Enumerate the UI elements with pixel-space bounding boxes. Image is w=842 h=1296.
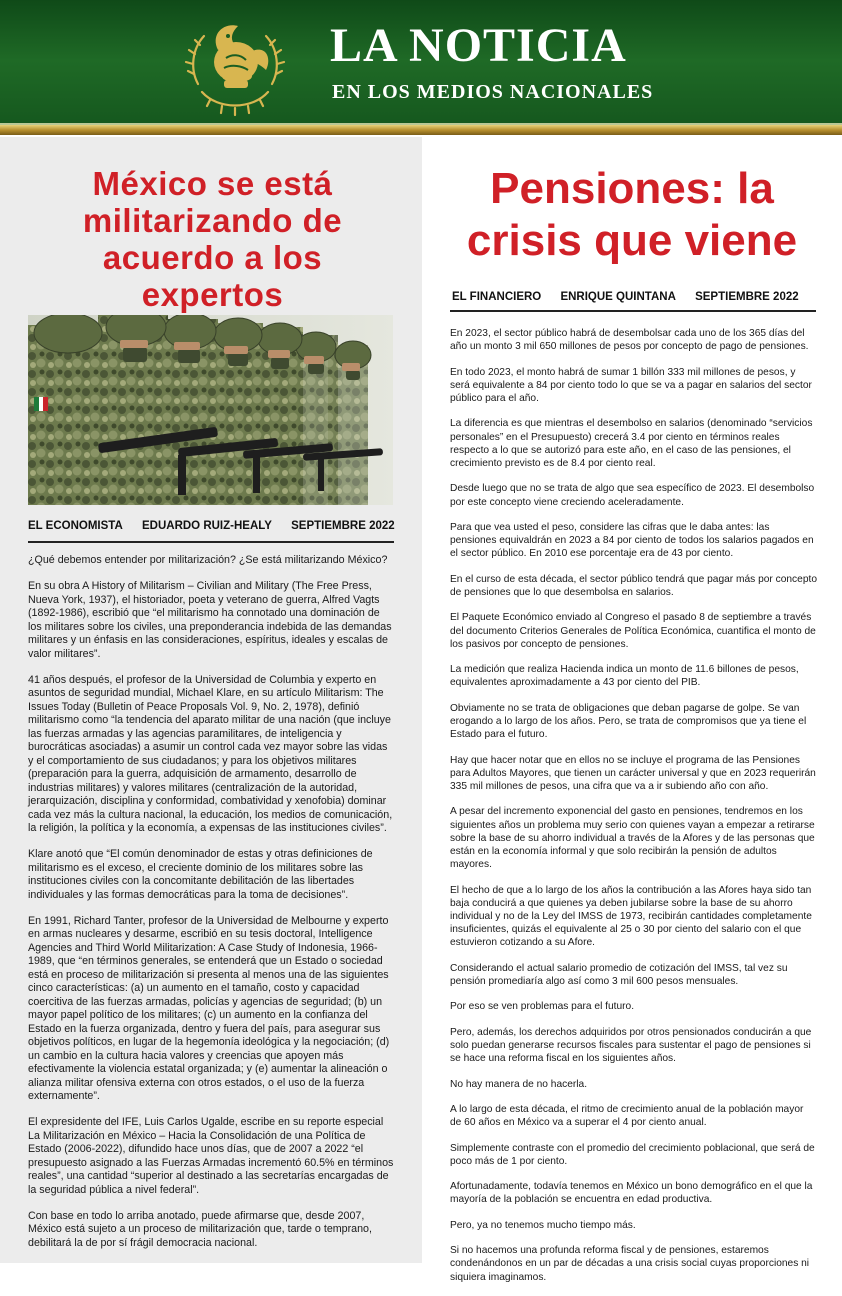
paragraph: El expresidente del IFE, Luis Carlos Ugalde, escribe en su reporte especial La Militarización en México – Hacia la Consolidación de una Política de Estado (2006-2022), difundido hace unos días, que de 2007 a 2022 “el presupuesto asignado a las Fuerzas Armadas incrementó 60.5% en términos reales”, una cantidad “superior al destinado a las secretarías encargadas de la seguridad pública a nivel federal”. <box>28 1116 394 1196</box>
right-article-body <box>450 327 817 1296</box>
paragraph: Si no hacemos una profunda reforma fiscal y de pensiones, estaremos condenándonos en un par de décadas a una crisis social cuyas proporciones ni siquiera imaginamos. <box>450 1245 810 1283</box>
right-byline <box>452 291 799 303</box>
paragraph: En 2023, el sector público habrá de desembolsar cada uno de los 365 días del año un monto 3 mil 650 millones de pesos por concepto de pago de pensiones. <box>450 328 809 353</box>
soldiers-in-camouflage-photo <box>28 315 393 505</box>
paragraph: Considerando el actual salario promedio de cotización del IMSS, tal vez su pensión promediaría algo así como 3 mil 600 pesos mensuales. <box>450 962 788 987</box>
masthead-gold-band <box>0 125 842 135</box>
mexican-coat-of-arms-icon <box>180 14 290 119</box>
masthead-title: LA NOTICIA <box>330 19 627 72</box>
right-byline-author: ENRIQUE QUINTANA <box>560 291 676 303</box>
paragraph: Klare anotó que “El común denominador de estas y otras definiciones de militarismo es el exceso, el creciente dominio de los militares sobre las instituciones civiles con la concomitante debilitación de las libertades individuales y las formas democráticas para la toma de decisiones”. <box>28 848 373 901</box>
masthead <box>0 0 842 135</box>
paragraph: ¿Qué debemos entender por militarización? ¿Se está militarizando México? <box>28 554 388 566</box>
paragraph: 41 años después, el profesor de la Universidad de Columbia y experto en asuntos de seguridad mundial, Michael Klare, en su artículo Militarism: The Issues Today (Bulletin of Peace Proposals Vol. 9, No. 2, 1978), definió militarismo como “la tendencia del aparato militar de una nación (que incluye las fuerzas armadas y las agencias paramilitares, de inteligencia y burocráticas asociadas) a asumir un control cada vez mayor sobre las vidas y el comportamiento de sus ciudadanos; y para los objetivos militares (preparación para la guerra, adquisición de armamento, desarrollo de industrias militares) y valores militares (centralización de la autoridad, jerarquización, disciplina y conformidad, combatividad y xenofobia) dominar cada vez más la cultura nacional, la educación, los medios de comunicación, la religión, la política y la economía, a expensas de las instituciones civiles”. <box>28 673 393 834</box>
left-headline: México se está militarizando de acuerdo a los expertos <box>82 165 343 313</box>
paragraph: A pesar del incremento exponencial del gasto en pensiones, tendremos en los siguientes años un problema muy serio con quienes vayan a empezar a retirarse sobre la base de su ahorro individual a través de la Afores y de las personas que están en la economía informal y que solo recibirán la pensión de adultos mayores. <box>450 806 815 871</box>
right-byline-rule <box>450 310 816 312</box>
paragraph: Pero, ya no tenemos mucho tiempo más. <box>450 1219 636 1231</box>
paragraph: Simplemente contraste con el promedio del crecimiento poblacional, que será de poco más de 1 por ciento. <box>450 1142 815 1167</box>
right-byline-date: SEPTIEMBRE 2022 <box>695 291 799 303</box>
paragraph: Para que vea usted el peso, considere las cifras que le daba antes: las pensiones equivaldrán en 2023 a 84 por ciento de todos los salarios pagados en el sector público. En 2010 ese porcentaje era de 43 por ciento. <box>450 521 814 560</box>
right-byline-outlet: EL FINANCIERO <box>452 291 542 303</box>
masthead-subtitle: EN LOS MEDIOS NACIONALES <box>332 81 654 103</box>
paragraph: Con base en todo lo arriba anotado, puede afirmarse que, desde 2007, México está sujeto a un proceso de militarización que, tarde o temprano, debilitará la de por sí frágil democracia nacional. <box>28 1209 372 1249</box>
paragraph: En el curso de esta década, el sector público tendrá que pagar más por concepto de pensiones que lo que desembolsa en salarios. <box>450 573 817 598</box>
paragraph: La diferencia es que mientras el desembolso en salarios (denominado “servicios personales” en el Presupuesto) crecerá 3.4 por ciento en términos reales respecto a lo que se autorizó para este año, en el caso de las pensiones, el crecimiento previsto es de 8.4 por ciento real. <box>450 418 813 469</box>
left-article-body <box>28 554 395 1263</box>
paragraph: Afortunadamente, todavía tenemos en México un bono demográfico en el que la mayoría de la población se encuentra en edad productiva. <box>450 1181 813 1206</box>
paragraph: A lo largo de esta década, el ritmo de crecimiento anual de la población mayor de 60 años en México va a superar el 4 por ciento anual. <box>450 1103 804 1129</box>
paragraph: Obviamente no se trata de obligaciones que deban pagarse de golpe. Se van erogando a lo largo de los años. Pero, se trata de compromisos que ya tiene el Estado para el futuro. <box>450 702 807 741</box>
right-article <box>422 137 842 1283</box>
paragraph: El hecho de que a lo largo de los años la contribución a las Afores haya sido tan baja conducirá a que quienes ya deben jubilarse sobre la base de su ahorro individual y no de la Ley del IMSS de 1973, recibirán cantidades completamente insuficientes, quizás el equivalente al 25 o 30 por ciento del salario con el que estuvieron cotizando a su Afore. <box>450 884 812 949</box>
left-byline-outlet: EL ECONOMISTA <box>28 520 123 532</box>
right-headline: Pensiones: la crisis que viene <box>466 164 798 265</box>
paragraph: En su obra A History of Militarism – Civilian and Military (The Free Press, Nueva York, 1937), el historiador, poeta y veterano de guerra, Alfred Vagts (1892-1986), escribió que “el militarismo ha connotado una dominación de los militares sobre los civiles, una preponderancia indebida de las demandas militares y un énfasis en las consideraciones, espíritus, ideales y escalas de valor militares”. <box>28 580 392 660</box>
left-byline <box>28 520 395 532</box>
paragraph: En 1991, Richard Tanter, profesor de la Universidad de Melbourne y experto en armas nucleares y desarme, escribió en su tesis doctoral, Intelligence Agencies and Third World Militarization: A Case Study of Indonesia, 1966-1989, que “en términos generales, se entenderá que un Estado o sociedad está en proceso de militarización si presenta al menos una de las siguientes cinco características: (a) un aumento en el tamaño, costo y capacidad coercitiva de las fuerzas armadas, policías y agencias de seguridad; (b) un mayor papel político de los militares; (c) un aumento en la confianza del Estado en la fuerza organizada, dentro y fuera del país, para asegurar sus objetivos políticos, en lugar de la hegemonía ideológica y la negociación; (d) un cambio en la cultura hacia valores y creencias que apoyen más efectivamente la violencia estatal organizada; y (e) aumentar la alineación o alianza militar ofensiva externa con otros estados, o el uso de la fuerza externamente”. <box>28 914 390 1102</box>
paragraph: No hay manera de no hacerla. <box>450 1078 588 1090</box>
paragraph: Pero, además, los derechos adquiridos por otros pensionados conducirán a que solo puedan generarse recursos fiscales para sustentar el pago de pensiones si se hace una reforma fiscal en los siguientes años. <box>450 1026 812 1065</box>
paragraph: Por eso se ven problemas para el futuro. <box>450 1001 635 1013</box>
left-byline-author: EDUARDO RUIZ-HEALY <box>141 520 272 532</box>
paragraph: En todo 2023, el monto habrá de sumar 1 billón 333 mil millones de pesos, y será equivalente a 84 por ciento todo lo que se va a pagar en salarios del sector público para el año. <box>450 366 812 404</box>
left-byline-rule <box>28 541 394 543</box>
left-byline-date: SEPTIEMBRE 2022 <box>291 520 395 532</box>
paragraph: La medición que realiza Hacienda indica un monto de 11.6 billones de pesos, equivalentes aproximadamente a 43 por ciento del PIB. <box>450 664 799 689</box>
left-article <box>0 137 422 1263</box>
paragraph: Hay que hacer notar que en ellos no se incluye el programa de las Pensiones para Adultos Mayores, que tienen un carácter universal y que en 2023 requerirán 335 mil millones de pesos, una cifra que va a ir subiendo año con año. <box>450 754 816 792</box>
paragraph: El Paquete Económico enviado al Congreso el pasado 8 de septiembre a través del documento Criterios Generales de Política Económica, cuantifica el monto de los pasivos por concepto de pensiones. <box>450 612 816 650</box>
paragraph: Desde luego que no se trata de algo que sea específico de 2023. El desembolso por este concepto viene creciendo aceleradamente. <box>450 483 815 508</box>
